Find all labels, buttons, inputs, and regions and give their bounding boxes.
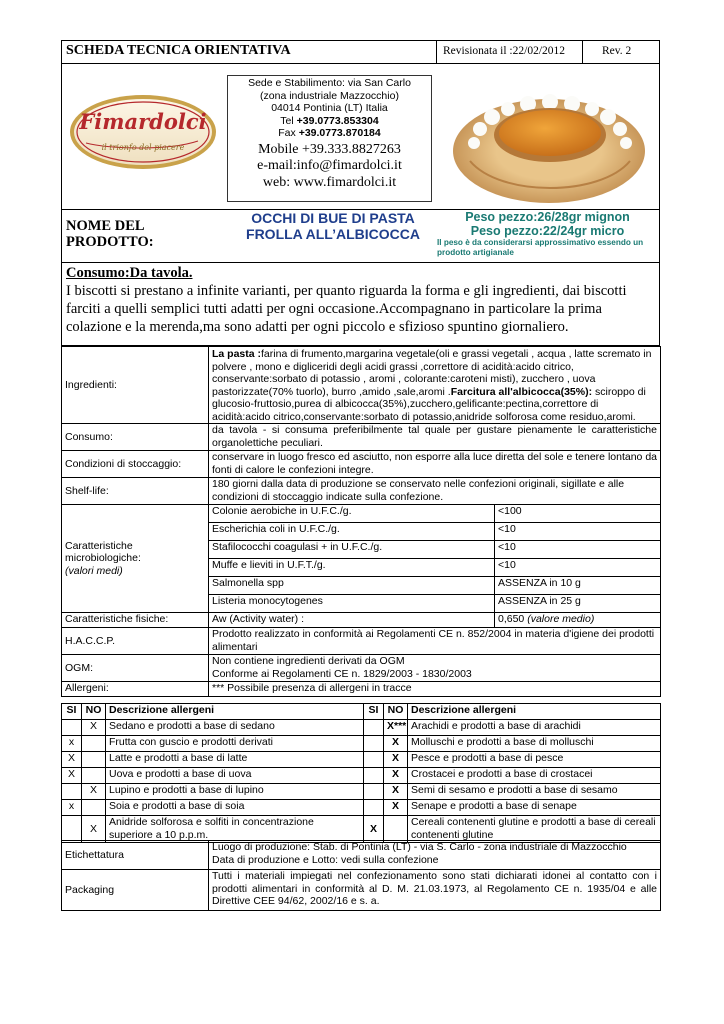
- allergen-present-mark: [364, 800, 384, 816]
- allergen-row: [62, 736, 661, 752]
- allergen-present-mark: [62, 816, 82, 843]
- allergen-description: Lupino e prodotti a base di lupino: [106, 784, 364, 800]
- address-line-3: 04014 Pontinia (LT) Italia: [271, 102, 388, 115]
- product-name: OCCHI DI BUE DI PASTA FROLLA ALL’ALBICOCCA: [246, 210, 420, 242]
- micro-value: <10: [495, 559, 661, 577]
- allergen-present-mark: [364, 736, 384, 752]
- spec-row-ingredients: [62, 347, 661, 424]
- allergens-label: Allergeni:: [62, 682, 209, 697]
- spec-row-storage: [62, 451, 661, 478]
- header-bar: [61, 40, 660, 64]
- mobile-line: Mobile +39.333.8827263: [258, 141, 401, 157]
- allergen-absent-mark: X: [384, 768, 408, 784]
- micro-value: ASSENZA in 10 g: [495, 577, 661, 595]
- micro-value: <10: [495, 523, 661, 541]
- physical-label: Caratteristiche fisiche:: [62, 613, 209, 628]
- haccp-text: Prodotto realizzato in conformità ai Regolamenti CE n. 852/2004 in materia d'igiene dei prodotti alimentari: [209, 628, 661, 655]
- allergen-description: Soia e prodotti a base di soia: [106, 800, 364, 816]
- shelf-life-label: Shelf-life:: [62, 478, 209, 505]
- allergen-row: [62, 720, 661, 736]
- allergen-row: [62, 752, 661, 768]
- product-photo: [440, 69, 658, 209]
- allergen-description: Molluschi e prodotti a base di molluschi: [408, 736, 661, 752]
- allergen-row: [62, 784, 661, 800]
- allergen-header-row: [62, 704, 661, 720]
- company-section: [61, 63, 660, 210]
- email-line: e-mail:info@fimardolci.it: [257, 158, 402, 174]
- allergen-absent-mark: [82, 752, 106, 768]
- micro-value: ASSENZA in 25 g: [495, 595, 661, 613]
- micro-name: Salmonella spp: [209, 577, 495, 595]
- micro-name: Escherichia coli in U.F.C./g.: [209, 523, 495, 541]
- shelf-life-text: 180 giorni dalla data di produzione se conservato nelle confezioni originali, sigillate e alle condizioni di stoccaggio indicate sulla confezione.: [209, 478, 661, 505]
- allergen-absent-mark: [82, 736, 106, 752]
- allergen-description: Uova e prodotti a base di uova: [106, 768, 364, 784]
- consumption-description: I biscotti si prestano a infinite varianti, per quanto riguarda la forma e gli ingredienti, dai biscotti farciti a quelli semplici tutti adatti per ogni occasione.Accompagnano in particolare la prima colazione e la merenda,ma sono adatti per ogni piccolo e sfizioso spuntino giornaliero.: [66, 283, 627, 335]
- consumo-text: da tavola - si consuma preferibilmente tal quale per gustare pienamente le caratteristiche organolettiche peculiari.: [209, 424, 661, 451]
- address-line-2: (zona industriale Mazzocchio): [260, 89, 399, 102]
- storage-label: Condizioni di stoccaggio:: [62, 451, 209, 478]
- allergen-present-mark: X: [364, 816, 384, 843]
- product-weight: Peso pezzo:26/28gr mignon Peso pezzo:22/24gr micro Il peso è da considerarsi approssimativo essendo un prodotto artigianale: [436, 210, 659, 258]
- allergen-description: Semi di sesamo e prodotti a base di sesamo: [408, 784, 661, 800]
- physical-name: Aw (Activity water) :: [209, 613, 495, 628]
- allergen-absent-mark: X: [82, 784, 106, 800]
- col-si: SI: [62, 704, 82, 720]
- allergen-absent-mark: [82, 800, 106, 816]
- website-line: web: www.fimardolci.it: [262, 174, 397, 190]
- allergen-description: Anidride solforosa e solfiti in concentrazione superiore a 10 p.p.m.: [106, 816, 364, 843]
- micro-name: Colonie aerobiche in U.F.C./g.: [209, 505, 495, 523]
- allergen-present-mark: x: [62, 800, 82, 816]
- allergen-absent-mark: X: [384, 752, 408, 768]
- allergen-table: [61, 703, 661, 843]
- labeling-text: Luogo di produzione: Stab. di Pontinia (LT) - via S. Carlo - zona industriale di Mazzocchio Data di produzione e Lotto: vedi sulla confezione: [209, 841, 661, 870]
- allergen-absent-mark: [384, 816, 408, 843]
- allergen-present-mark: [364, 752, 384, 768]
- allergen-present-mark: [62, 784, 82, 800]
- footer-table: [61, 840, 661, 911]
- col-description: Descrizione allergeni: [408, 704, 661, 720]
- allergen-absent-mark: [82, 768, 106, 784]
- company-address-box: [227, 75, 432, 202]
- allergen-absent-mark: X: [82, 720, 106, 736]
- allergen-present-mark: x: [62, 736, 82, 752]
- micro-row: [62, 505, 661, 523]
- allergen-absent-mark: X***: [384, 720, 408, 736]
- logo-brand-text: Fimardolci: [79, 109, 207, 134]
- spec-row-consumo: [62, 424, 661, 451]
- logo-tagline: il trionfo del piacere: [101, 143, 185, 152]
- col-no: NO: [82, 704, 106, 720]
- micro-name: Muffe e lieviti in U.F.T./g.: [209, 559, 495, 577]
- spec-row-ogm: [62, 655, 661, 682]
- allergens-note: *** Possibile presenza di allergeni in tracce: [209, 682, 661, 697]
- allergen-row: [62, 800, 661, 816]
- allergen-absent-mark: X: [384, 784, 408, 800]
- labeling-label: Etichettatura: [62, 841, 209, 870]
- micro-label: Caratteristiche microbiologiche: (valori medi): [62, 505, 209, 613]
- allergen-description: Cereali contenenti glutine e prodotti a base di cereali contenenti glutine: [408, 816, 661, 843]
- spec-table: [61, 346, 661, 697]
- packaging-label: Packaging: [62, 870, 209, 911]
- allergen-description: Senape e prodotti a base di senape: [408, 800, 661, 816]
- allergen-absent-mark: X: [384, 736, 408, 752]
- ingredients-text: La pasta :farina di frumento,margarina vegetale(oli e grassi vegetali , acqua , latte scremato in polvere , mono e digliceridi degli acidi grassi ,correttore di acidità:acido citrico, conservante:sorbato di potassio , aromi , colorante:caroteni misti), zucchero , uova pastorizzate(70% tuorlo), burro ,amido ,sale,aromi .Farcitura all'albicocca(35%): sciroppo di glucosio-fruttosio,purea di albicocca(35%),zucchero,gelificante:pectina,correttore di acidità:acido citrico,conservante:sorbato di potassio,anidride solforosa come residuo,aromi.: [209, 347, 661, 424]
- allergen-present-mark: X: [62, 768, 82, 784]
- labeling-row: [62, 841, 661, 870]
- weight-note: Il peso è da considerarsi approssimativo essendo un prodotto artigianale: [437, 238, 644, 257]
- allergen-row: [62, 768, 661, 784]
- cookie-image: [440, 69, 658, 209]
- allergen-description: Crostacei e prodotti a base di crostacei: [408, 768, 661, 784]
- consumption-intro: [61, 262, 660, 346]
- spec-row-physical: [62, 613, 661, 628]
- allergen-description: Sedano e prodotti a base di sedano: [106, 720, 364, 736]
- allergen-present-mark: [62, 720, 82, 736]
- revision-number: Rev. 2: [602, 45, 632, 57]
- company-logo: [68, 93, 218, 171]
- allergen-absent-mark: X: [384, 800, 408, 816]
- product-name-label: NOME DEL PRODOTTO:: [66, 218, 154, 250]
- allergen-description: Pesce e prodotti a base di pesce: [408, 752, 661, 768]
- ingredients-label: Ingredienti:: [62, 347, 209, 424]
- allergen-present-mark: X: [62, 752, 82, 768]
- revision-date: Revisionata il :22/02/2012: [443, 45, 566, 57]
- micro-name: Stafilococchi coagulasi + in U.F.C./g.: [209, 541, 495, 559]
- consumo-label: Consumo:: [62, 424, 209, 451]
- allergen-description: Frutta con guscio e prodotti derivati: [106, 736, 364, 752]
- physical-value: 0,650 (valore medio): [495, 613, 661, 628]
- spec-row-allergens: [62, 682, 661, 697]
- allergen-present-mark: [364, 784, 384, 800]
- col-si: SI: [364, 704, 384, 720]
- product-name-row: [61, 209, 660, 263]
- spec-row-haccp: [62, 628, 661, 655]
- micro-name: Listeria monocytogenes: [209, 595, 495, 613]
- ogm-text: Non contiene ingredienti derivati da OGM Conforme ai Regolamenti CE n. 1829/2003 - 1830/2003: [209, 655, 661, 682]
- allergen-absent-mark: X: [82, 816, 106, 843]
- micro-value: <100: [495, 505, 661, 523]
- fax-line: Fax +39.0773.870184: [278, 127, 381, 140]
- col-no: NO: [384, 704, 408, 720]
- micro-value: <10: [495, 541, 661, 559]
- ogm-label: OGM:: [62, 655, 209, 682]
- allergen-description: Latte e prodotti a base di latte: [106, 752, 364, 768]
- storage-text: conservare in luogo fresco ed asciutto, non esporre alla luce diretta del sole e tenere lontano da fonti di calore le confezioni integre.: [209, 451, 661, 478]
- consumption-heading: Consumo:Da tavola.: [66, 265, 193, 281]
- packaging-text: Tutti i materiali impiegati nel confezionamento sono stati dichiarati idonei al contatto con i prodotti alimentari in conformità al D. M. 21.03.1973, al Regolamento CE n. 1935/04 e alle Direttive CEE 94/62, 2002/16 e s. a.: [209, 870, 661, 911]
- allergen-row: [62, 816, 661, 843]
- col-description: Descrizione allergeni: [106, 704, 364, 720]
- address-line-1: Sede e Stabilimento: via San Carlo: [248, 77, 411, 89]
- allergen-description: Arachidi e prodotti a base di arachidi: [408, 720, 661, 736]
- phone-line: Tel +39.0773.853304: [280, 114, 379, 127]
- allergen-present-mark: [364, 720, 384, 736]
- haccp-label: H.A.C.C.P.: [62, 628, 209, 655]
- allergen-present-mark: [364, 768, 384, 784]
- packaging-row: [62, 870, 661, 911]
- spec-row-shelf-life: [62, 478, 661, 505]
- document-title: SCHEDA TECNICA ORIENTATIVA: [66, 43, 291, 58]
